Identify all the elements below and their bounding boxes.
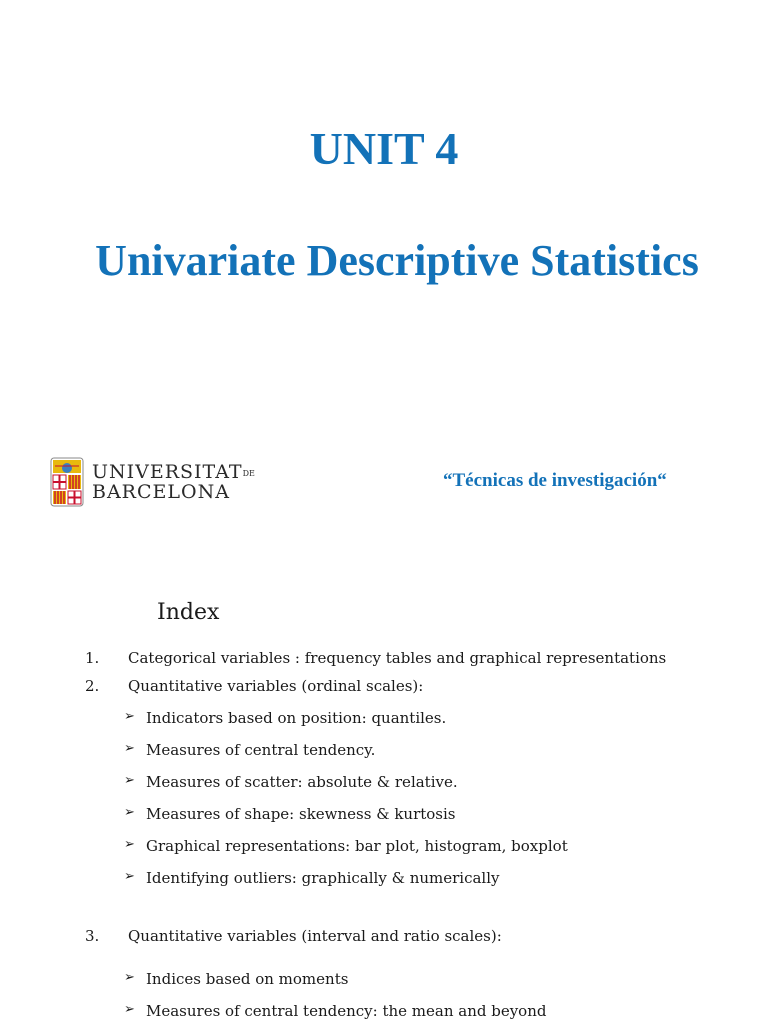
index-heading: Index [157, 600, 220, 625]
university-logo [50, 457, 255, 509]
arrow-bullet-icon: ➢ [124, 709, 135, 724]
arrow-bullet-icon: ➢ [124, 1002, 135, 1017]
course-name: “Técnicas de investigación“ [443, 470, 667, 491]
university-shield-icon [50, 457, 84, 507]
index-item-number: 1. [85, 649, 100, 667]
arrow-bullet-icon: ➢ [124, 837, 135, 852]
arrow-bullet-icon: ➢ [124, 869, 135, 884]
logo-line-2: BARCELONA [92, 481, 230, 503]
bullet-text: Indices based on moments [146, 970, 349, 988]
bullet-text: Indicators based on position: quantiles. [146, 709, 447, 727]
index-item-text: Quantitative variables (ordinal scales): [128, 677, 424, 695]
index-item-text: Categorical variables : frequency tables and graphical representations [128, 649, 667, 667]
logo-line-1: UNIVERSITATDE [92, 461, 255, 483]
arrow-bullet-icon: ➢ [124, 805, 135, 820]
page-title: Univariate Descriptive Statistics [95, 236, 699, 285]
index-item-number: 3. [85, 927, 100, 945]
bullet-text: Measures of central tendency. [146, 741, 376, 759]
bullet-text: Graphical representations: bar plot, histogram, boxplot [146, 837, 568, 855]
bullet-text: Measures of shape: skewness & kurtosis [146, 805, 456, 823]
bullet-text: Identifying outliers: graphically & numerically [146, 869, 500, 887]
arrow-bullet-icon: ➢ [124, 741, 135, 756]
bullet-text: Measures of scatter: absolute & relative. [146, 773, 458, 791]
bullet-text: Measures of central tendency: the mean and beyond [146, 1002, 547, 1020]
unit-title: UNIT 4 [309, 123, 459, 174]
index-item-number: 2. [85, 677, 100, 695]
index-item-text: Quantitative variables (interval and ratio scales): [128, 927, 502, 945]
arrow-bullet-icon: ➢ [124, 970, 135, 985]
arrow-bullet-icon: ➢ [124, 773, 135, 788]
